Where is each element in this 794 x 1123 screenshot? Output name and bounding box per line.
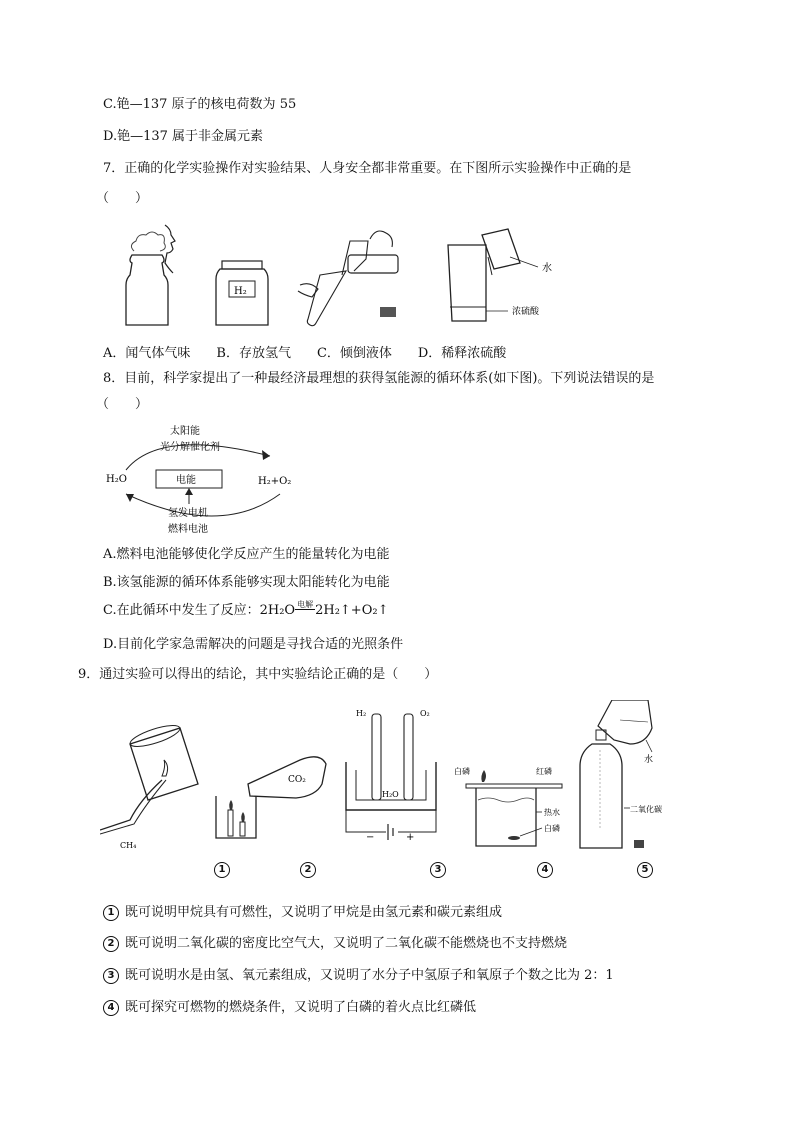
water-label: 水: [542, 263, 552, 274]
statement-3-text: 既可说明水是由氢、氧元素组成，又说明了水分子中氢原子和氧原子个数之比为 2：1: [125, 968, 614, 983]
fig-num-3: [430, 862, 452, 878]
q8-option-c-products: 2H₂↑+O₂↑: [315, 603, 389, 618]
statement-2-text: 既可说明二氧化碳的密度比空气大，又说明了二氧化碳不能燃烧也不支持燃烧: [125, 936, 568, 951]
statement-3-marker: 3: [103, 968, 119, 984]
q7-stem: 7．正确的化学实验操作对实验结果、人身安全都非常重要。在下图所示实验操作中正确的是: [103, 161, 632, 176]
red-p-label: 红磷: [536, 767, 552, 776]
fig-num-4: [537, 862, 559, 878]
plus-label: +: [406, 832, 415, 843]
ch4-label: CH₄: [120, 841, 137, 850]
acid-label: 浓硫酸: [512, 307, 540, 317]
fig-num-4-circle: 4: [537, 862, 553, 878]
q6-option-d: D.铯—137 属于非金属元素: [103, 129, 264, 144]
co2-cn-label: 二氧化碳: [630, 805, 662, 814]
statement-2-marker: 2: [103, 936, 119, 952]
q8-option-c: [103, 599, 389, 620]
pour-liquid-illustration: [298, 231, 398, 326]
co2-label: CO₂: [288, 775, 306, 785]
hydrogen-cycle-diagram: [100, 422, 310, 538]
q9-statement-1: [103, 904, 502, 922]
white-p-label: 白磷: [454, 767, 470, 776]
cycle-top-label-2: 光分解催化剂: [160, 442, 220, 453]
q8-stem: 8．目前，科学家提出了一种最经济最理想的获得氢能源的循环体系(如下图)。下列说法错误的是: [103, 371, 655, 386]
statement-1-marker: 1: [103, 905, 119, 921]
o2-gas-label: O₂: [420, 709, 430, 718]
experiment-2-illustration: [216, 757, 326, 838]
statement-4-text: 既可探究可燃物的燃烧条件，又说明了白磷的着火点比红磷低: [125, 1000, 477, 1015]
fig-num-5: [637, 862, 659, 878]
hydrogen-bottle-illustration: [216, 261, 268, 325]
fig-num-2-circle: 2: [300, 862, 316, 878]
smell-gas-illustration: [126, 225, 175, 325]
statement-1-text: 既可说明甲烷具有可燃性，又说明了甲烷是由氢元素和碳元素组成: [125, 905, 503, 920]
h2o-label: H₂O: [382, 790, 399, 799]
h2-gas-label: H₂: [356, 709, 367, 718]
cycle-right-label: H₂+O₂: [258, 476, 292, 487]
q9-statement-2: [103, 935, 567, 953]
cycle-bottom-label-1: 氢发电机: [168, 508, 208, 519]
hot-water-label: 热水: [544, 808, 560, 817]
q8-paren: （ ）: [96, 397, 149, 412]
q6-option-c: C.铯—137 原子的核电荷数为 55: [103, 97, 297, 112]
q7-options: A．闻气体气味 B．存放氢气 C．倾倒液体 D．稀释浓硫酸: [103, 346, 507, 361]
q8-option-c-prefix: C.在此循环中发生了反应：2H₂O: [103, 603, 296, 618]
q9-stem: 9．通过实验可以得出的结论，其中实验结论正确的是（ ）: [78, 667, 438, 682]
q8-option-b: B.该氢能源的循环体系能够实现太阳能转化为电能: [103, 575, 390, 590]
cycle-left-label: H₂O: [106, 474, 127, 485]
cycle-bottom-label-2: 燃料电池: [168, 524, 208, 535]
q7-figure: [110, 215, 580, 335]
fig-num-3-circle: 3: [430, 862, 446, 878]
fig-num-1-circle: 1: [214, 862, 230, 878]
experiment-1-illustration: [100, 721, 198, 850]
electrolysis-condition: 电解: [297, 599, 314, 609]
experiment-3-illustration: [346, 709, 436, 843]
q9-statement-3: [103, 967, 614, 985]
q8-option-d: D.目前化学家急需解决的问题是寻找合适的光照条件: [103, 637, 404, 652]
q7-paren: （ ）: [96, 191, 149, 206]
q9-figure: [100, 700, 670, 850]
statement-4-marker: 4: [103, 1000, 119, 1016]
experiment-4-illustration: [454, 766, 562, 846]
cycle-box-label: 电能: [176, 475, 196, 486]
fig-num-1: [214, 862, 236, 878]
q9-statement-4: [103, 999, 476, 1017]
cycle-top-label-1: 太阳能: [170, 426, 200, 437]
minus-label: −: [366, 832, 375, 843]
h2-label: H₂: [234, 286, 247, 297]
experiment-5-illustration: [580, 700, 662, 848]
q8-option-a: A.燃料电池能够使化学反应产生的能量转化为电能: [103, 547, 390, 562]
fig-num-2: [300, 862, 322, 878]
water-label-2: 水: [644, 755, 654, 765]
fig-num-5-circle: 5: [637, 862, 653, 878]
white-p-label-2: 白磷: [544, 824, 560, 833]
dilute-acid-illustration: [448, 229, 552, 321]
